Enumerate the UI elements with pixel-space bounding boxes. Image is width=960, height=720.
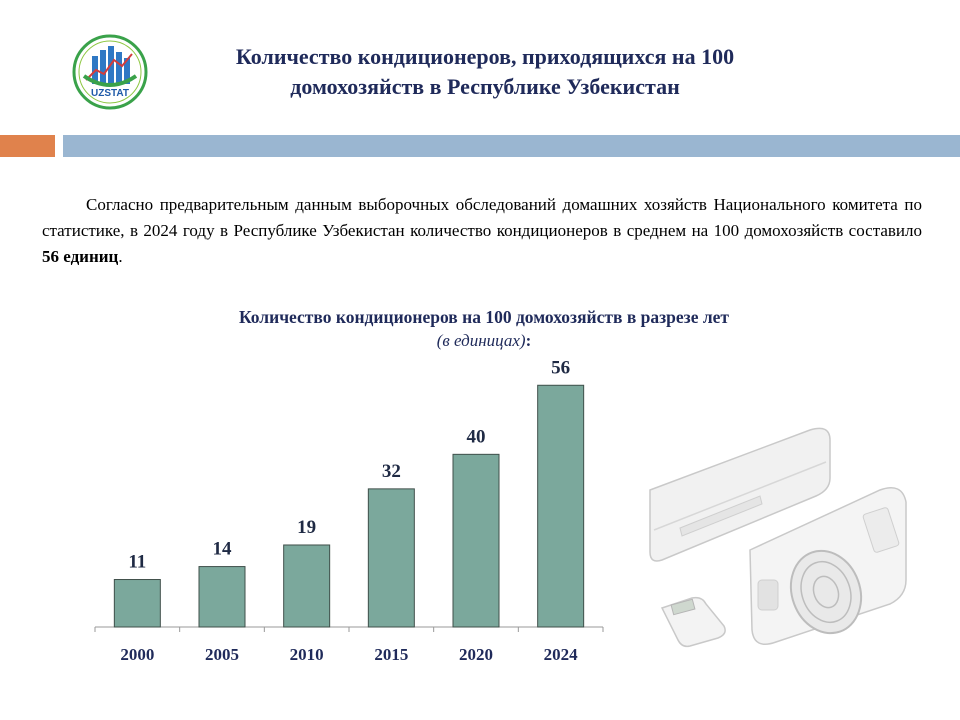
bar-2010 [284, 545, 330, 627]
bar-2005 [199, 567, 245, 627]
paragraph-highlight: 56 единиц [42, 247, 119, 266]
chart-title: Количество кондиционеров на 100 домохозяйств в разрезе лет [238, 307, 730, 327]
data-label-2000: 11 [128, 551, 147, 573]
x-tick-label-2010: 2010 [289, 645, 324, 664]
bar-2015 [368, 489, 414, 627]
bar-2024 [538, 385, 584, 627]
x-tick-label-2024: 2024 [543, 645, 578, 664]
divider-blue [63, 135, 960, 157]
chart-subtitle-unit: (в единицах) [436, 331, 526, 350]
page-title [160, 42, 810, 102]
logo-text: UZSTAT [91, 88, 129, 99]
title-line-2: домохозяйств в Республике Узбекистан [290, 74, 680, 99]
data-label-2005: 14 [212, 538, 232, 560]
divider-orange [0, 135, 55, 157]
intro-paragraph [42, 192, 922, 270]
x-tick-label-2015: 2015 [374, 645, 409, 664]
x-tick-label-2020: 2020 [459, 645, 493, 664]
paragraph-text: Согласно предварительным данным выборочных обследований домашних хозяйств Национального комитета по статистике, в 2024 году в Республике Узбекистан количество кондиционеров в среднем на 100 домохозяйств составило [42, 195, 922, 240]
data-label-2024: 56 [551, 357, 571, 379]
data-label-2015: 32 [381, 460, 401, 482]
bar-2020 [453, 454, 499, 627]
data-label-2010: 19 [297, 516, 317, 538]
paragraph-end: . [118, 247, 123, 266]
chart-subtitle-colon: : [525, 331, 532, 350]
x-tick-label-2005: 2005 [205, 645, 239, 664]
bar-2000 [114, 580, 160, 627]
x-tick-label-2000: 2000 [120, 645, 155, 664]
uzstat-logo [70, 34, 150, 110]
air-conditioner-icon [640, 410, 920, 650]
title-line-1: Количество кондиционеров, приходящихся на 100 [235, 44, 735, 69]
remote-control [662, 598, 725, 647]
chart-subtitle [100, 329, 868, 353]
data-label-2020: 40 [466, 426, 486, 448]
